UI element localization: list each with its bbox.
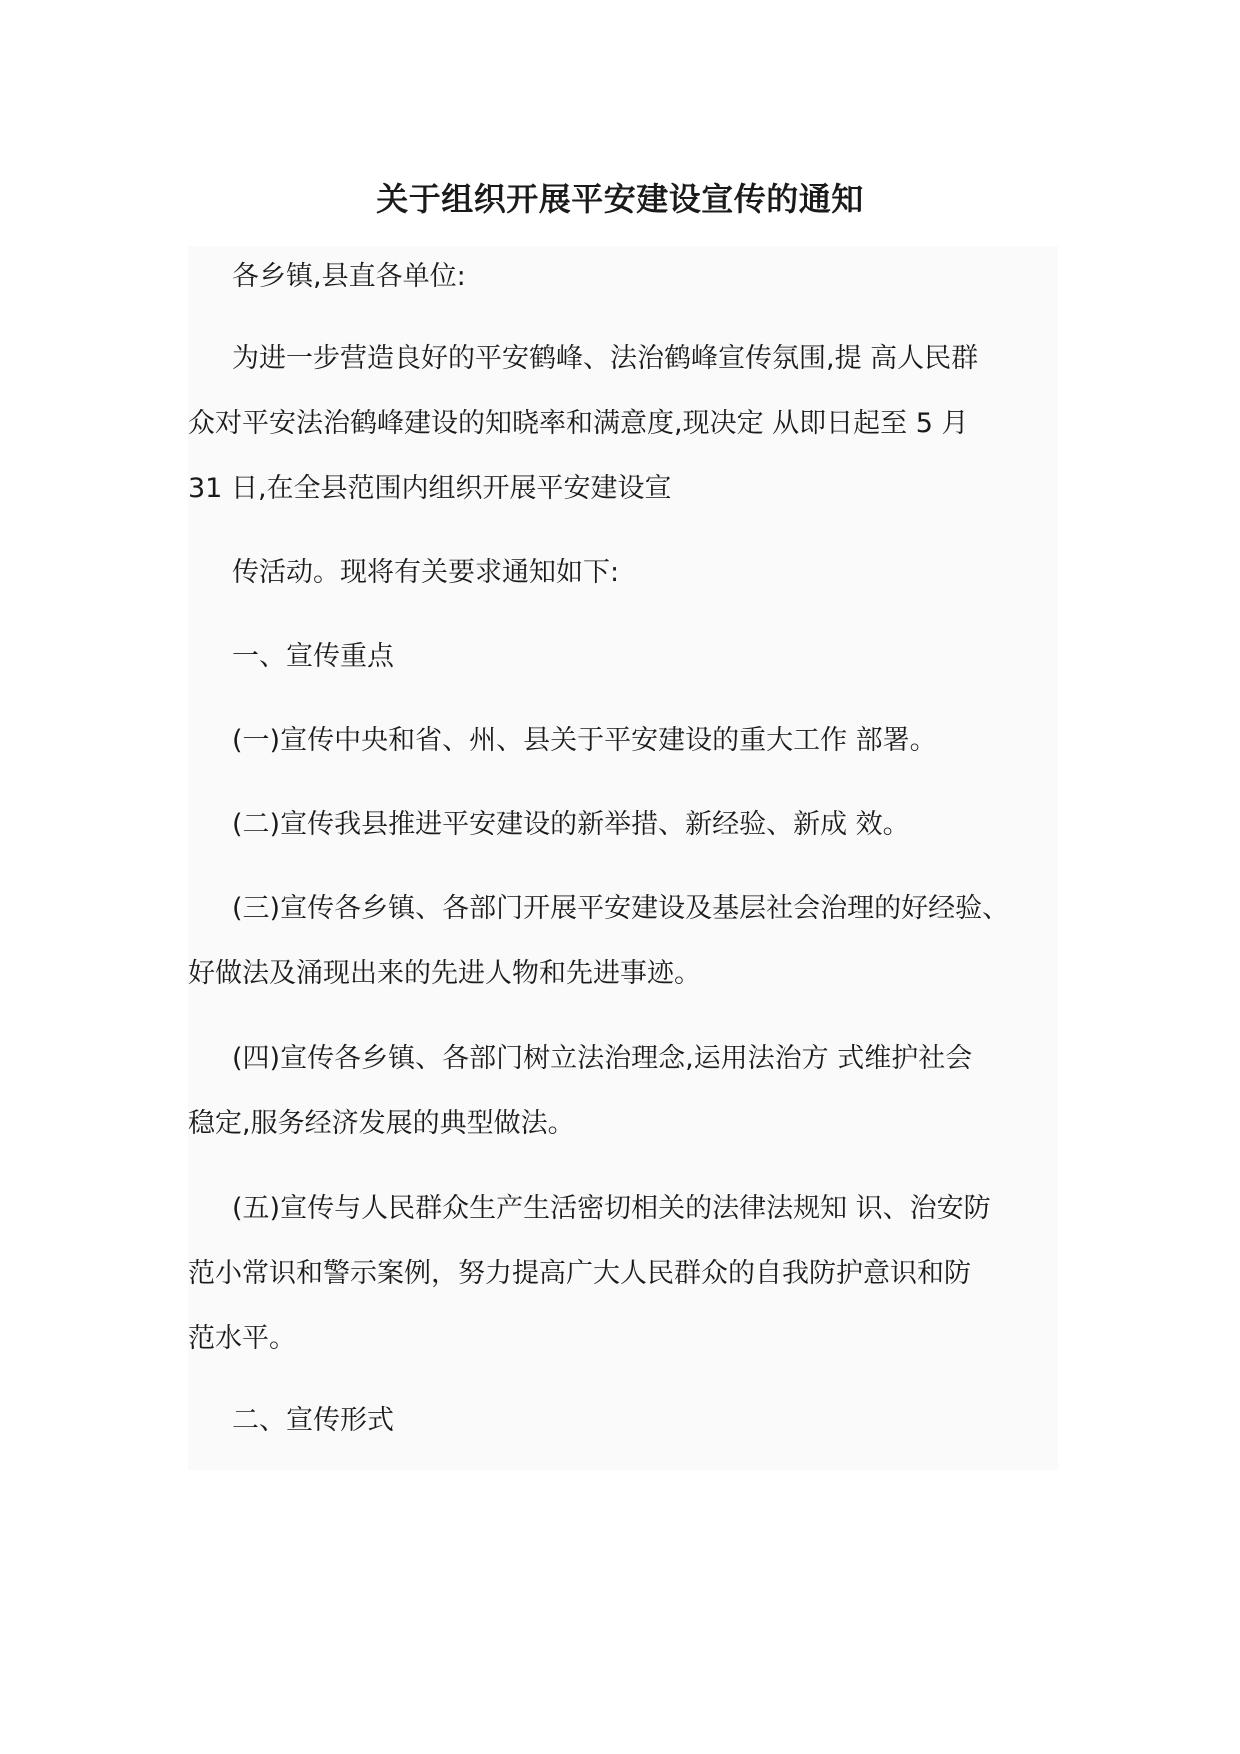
item-4: [188, 1026, 1060, 1156]
paragraph-line: 好做法及涌现出来的先进人物和先进事迹。: [188, 958, 701, 989]
paragraph-line: (五)宣传与人民群众生产生活密切相关的法律法规知 识、治安防: [232, 1193, 991, 1224]
salutation: 各乡镇,县直各单位:: [232, 261, 466, 292]
section-heading-2: 二、宣传形式: [232, 1405, 394, 1436]
paragraph-line: 31 日,在全县范围内组织开展平安建设宣: [188, 473, 672, 504]
section-heading-1: 一、宣传重点: [232, 641, 394, 672]
paragraph-line: 范水平。: [188, 1323, 296, 1354]
paragraph-line: (三)宣传各乡镇、各部门开展平安建设及基层社会治理的好经验、: [232, 893, 1010, 924]
paragraph-line: 众对平安法治鹤峰建设的知晓率和满意度,现决定 从即日起至 5 月: [188, 408, 969, 439]
item-5: [188, 1176, 1060, 1371]
item-2: (二)宣传我县推进平安建设的新举措、新经验、新成 效。: [232, 809, 910, 840]
paragraph-line: 范小常识和警示案例，努力提高广大人民群众的自我防护意识和防: [188, 1258, 971, 1289]
document-title: 关于组织开展平安建设宣传的通知: [376, 180, 864, 218]
paragraph-intro: [188, 326, 1060, 521]
paragraph-line: 稳定,服务经济发展的典型做法。: [188, 1108, 575, 1139]
item-1: (一)宣传中央和省、州、县关于平安建设的重大工作 部署。: [232, 725, 937, 756]
paragraph-line: 为进一步营造良好的平安鹤峰、法治鹤峰宣传氛围,提 高人民群: [232, 343, 979, 374]
item-3: [188, 876, 1060, 1006]
paragraph-continuation: 传活动。现将有关要求通知如下:: [232, 557, 620, 588]
paragraph-line: (四)宣传各乡镇、各部门树立法治理念,运用法治方 式维护社会: [232, 1043, 973, 1074]
